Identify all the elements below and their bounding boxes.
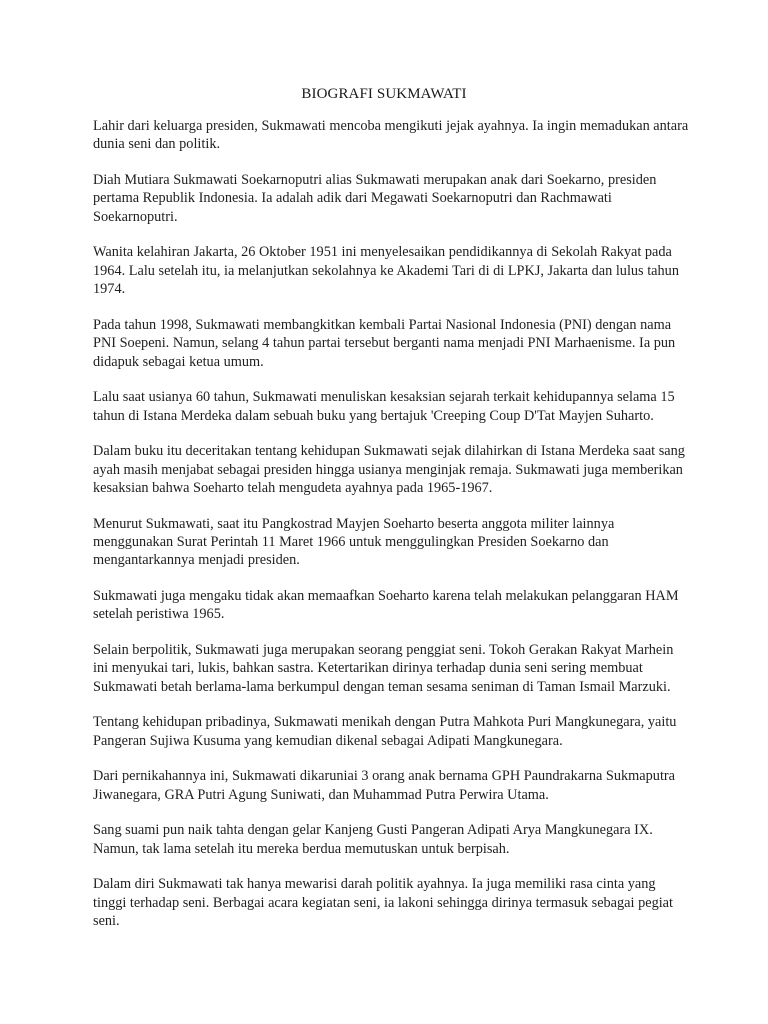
document-title: BIOGRAFI SUKMAWATI — [301, 86, 467, 102]
paragraph-7: Menurut Sukmawati, saat itu Pangkostrad Mayjen Soeharto beserta anggota militer lainnya menggunakan Surat Perintah 11 Maret 1966 untuk menggulingkan Presiden Soekarno dan mengantarkannya menjadi presiden. — [93, 515, 615, 569]
paragraph-12: Sang suami pun naik tahta dengan gelar Kanjeng Gusti Pangeran Adipati Arya Mangkunegara IX. Namun, tak lama setelah itu mereka berdua memutuskan untuk berpisah. — [93, 822, 653, 857]
document-body — [93, 117, 689, 948]
paragraph-8: Sukmawati juga mengaku tidak akan memaafkan Soeharto karena telah melakukan pelanggaran HAM setelah peristiwa 1965. — [93, 588, 679, 623]
paragraph-10: Tentang kehidupan pribadinya, Sukmawati menikah dengan Putra Mahkota Puri Mangkunegara, yaitu Pangeran Sujiwa Kusuma yang kemudian dikenal sebagai Adipati Mangkunegara. — [93, 714, 677, 749]
paragraph-5: Lalu saat usianya 60 tahun, Sukmawati menuliskan kesaksian sejarah terkait kehidupannya selama 15 tahun di Istana Merdeka dalam sebuah buku yang bertajuk 'Creeping Coup D'Tat Mayjen Suharto. — [93, 389, 675, 424]
paragraph-11: Dari pernikahannya ini, Sukmawati dikaruniai 3 orang anak bernama GPH Paundrakarna Sukmaputra Jiwanegara, GRA Putri Agung Suniwati, dan Muhammad Putra Perwira Utama. — [93, 768, 676, 803]
paragraph-6: Dalam buku itu deceritakan tentang kehidupan Sukmawati sejak dilahirkan di Istana Merdeka saat sang ayah masih menjabat sebagai presiden hingga usianya menginjak remaja. Sukmawati juga memberikan kesaksian bahwa Soeharto telah mengudeta ayahnya pada 1965-1967. — [93, 443, 685, 497]
paragraph-13: Dalam diri Sukmawati tak hanya mewarisi darah politik ayahnya. Ia juga memiliki rasa cinta yang tinggi terhadap seni. Berbagai acara kegiatan seni, ia lakoni sehingga dirinya termasuk sebagai pegiat seni. — [93, 876, 674, 930]
paragraph-1: Lahir dari keluarga presiden, Sukmawati mencoba mengikuti jejak ayahnya. Ia ingin memadukan antara dunia seni dan politik. — [93, 118, 689, 153]
paragraph-2: Diah Mutiara Sukmawati Soekarnoputri alias Sukmawati merupakan anak dari Soekarno, presiden pertama Republik Indonesia. Ia adalah adik dari Megawati Soekarnoputri dan Rachmawati Soekarnoputri. — [93, 172, 657, 225]
paragraph-3: Wanita kelahiran Jakarta, 26 Oktober 1951 ini menyelesaikan pendidikannya di Sekolah Rakyat pada 1964. Lalu setelah itu, ia melanjutkan sekolahnya ke Akademi Tari di di LPKJ, Jakarta dan lulus tahun 1974. — [93, 244, 679, 298]
paragraph-4: Pada tahun 1998, Sukmawati membangkitkan kembali Partai Nasional Indonesia (PNI) dengan nama PNI Soepeni. Namun, selang 4 tahun partai tersebut berganti nama menjadi PNI Marhaenisme. Ia pun didapuk sebagai ketua umum. — [93, 316, 676, 370]
paragraph-9: Selain berpolitik, Sukmawati juga merupakan seorang penggiat seni. Tokoh Gerakan Rakyat Marhein ini menyukai tari, lukis, bahkan sastra. Ketertarikan dirinya terhadap dunia seni sering membuat Sukmawati betah berlama-lama berkumpul dengan teman sesama seniman di Taman Ismail Marzuki. — [93, 642, 674, 695]
